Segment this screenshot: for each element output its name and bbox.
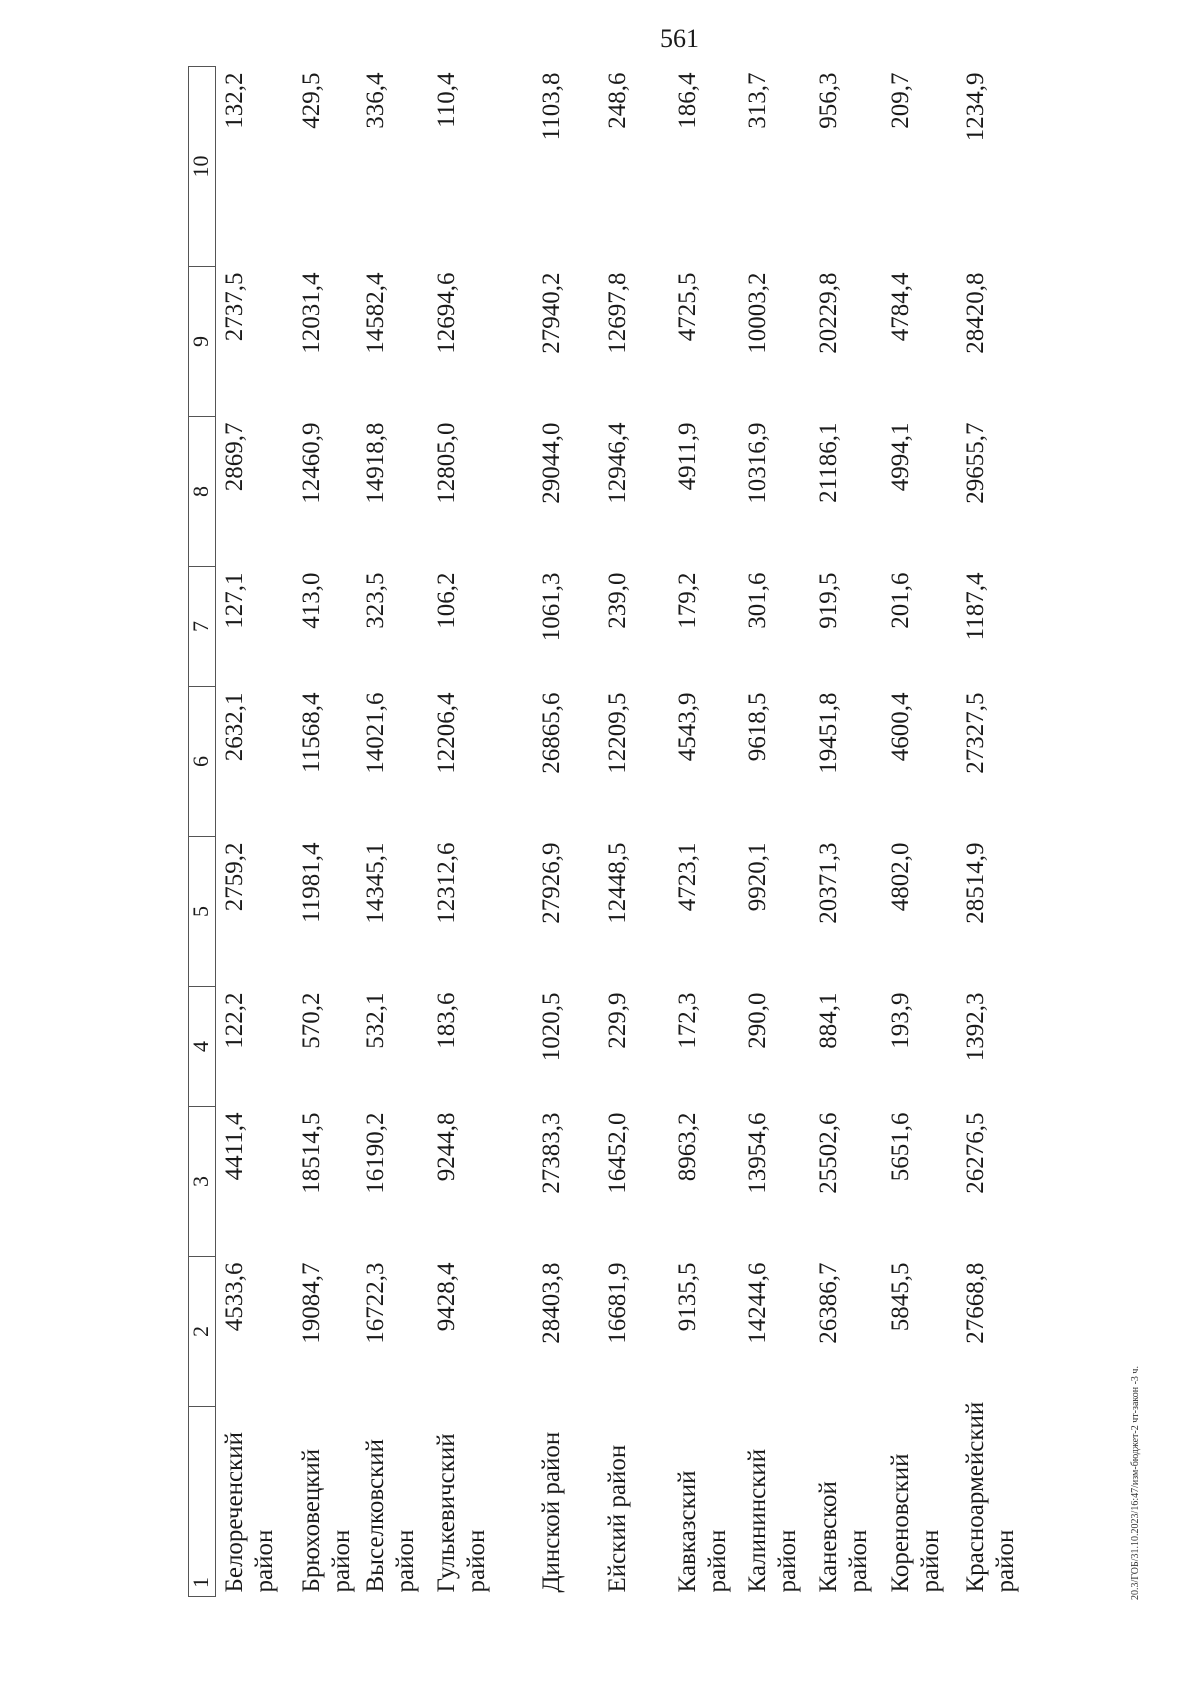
value-cell: 14918,8 bbox=[362, 422, 389, 504]
value-cell: 28403,8 bbox=[538, 1262, 565, 1344]
value-cell: 9244,8 bbox=[433, 1112, 460, 1182]
table-row bbox=[957, 67, 1041, 1597]
district-name-cell: Кореновский район bbox=[887, 1453, 944, 1593]
header-cell: 6 bbox=[189, 687, 216, 837]
value-cell: 11981,4 bbox=[298, 842, 325, 923]
value-cell: 1103,8 bbox=[538, 72, 565, 141]
value-cell: 16452,0 bbox=[604, 1112, 631, 1194]
district-name-cell: Красноармейский район bbox=[962, 1401, 1019, 1593]
value-cell: 323,5 bbox=[362, 572, 389, 629]
page-number: 561 bbox=[660, 24, 699, 53]
value-cell: 12031,4 bbox=[298, 272, 325, 354]
value-cell: 12448,5 bbox=[604, 842, 631, 924]
value-cell: 9135,5 bbox=[674, 1262, 701, 1332]
value-cell: 239,0 bbox=[604, 572, 631, 629]
value-cell: 4543,9 bbox=[674, 692, 701, 762]
value-cell: 5651,6 bbox=[887, 1112, 914, 1182]
value-cell: 201,6 bbox=[887, 572, 914, 629]
value-cell: 106,2 bbox=[433, 572, 460, 629]
value-cell: 209,7 bbox=[887, 72, 914, 129]
value-cell: 12206,4 bbox=[433, 692, 460, 774]
value-cell: 429,5 bbox=[298, 72, 325, 129]
value-cell: 26386,7 bbox=[815, 1262, 842, 1344]
value-cell: 4725,5 bbox=[674, 272, 701, 342]
value-cell: 532,1 bbox=[362, 992, 389, 1049]
value-cell: 1187,4 bbox=[962, 572, 989, 641]
value-cell: 248,6 bbox=[604, 72, 631, 129]
header-cell: 3 bbox=[189, 1107, 216, 1257]
header-cell: 5 bbox=[189, 837, 216, 987]
value-cell: 301,6 bbox=[744, 572, 771, 629]
table-row bbox=[743, 67, 814, 1597]
value-cell: 16722,3 bbox=[362, 1262, 389, 1344]
value-cell: 10003,2 bbox=[744, 272, 771, 354]
district-name-cell: Брюховецкий район bbox=[298, 1448, 355, 1593]
table-row bbox=[814, 67, 886, 1597]
budget-table bbox=[188, 66, 1041, 1597]
value-cell: 14582,4 bbox=[362, 272, 389, 354]
table-row bbox=[603, 67, 673, 1597]
table-row bbox=[361, 67, 428, 1597]
header-cell: 4 bbox=[189, 987, 216, 1107]
district-name-cell: Кавказский район bbox=[674, 1470, 731, 1593]
value-cell: 956,3 bbox=[815, 72, 842, 129]
district-name-cell: Динской район bbox=[538, 1431, 565, 1593]
value-cell: 16681,9 bbox=[604, 1262, 631, 1344]
value-cell: 172,3 bbox=[674, 992, 701, 1049]
value-cell: 25502,6 bbox=[815, 1112, 842, 1194]
value-cell: 4723,1 bbox=[674, 842, 701, 912]
value-cell: 4911,9 bbox=[674, 422, 701, 491]
value-cell: 9618,5 bbox=[744, 692, 771, 762]
district-name-cell: Белореченский район bbox=[221, 1432, 278, 1593]
header-cell: 7 bbox=[189, 567, 216, 687]
value-cell: 27383,3 bbox=[538, 1112, 565, 1194]
value-cell: 2759,2 bbox=[221, 842, 248, 912]
value-cell: 229,9 bbox=[604, 992, 631, 1049]
value-cell: 336,4 bbox=[362, 72, 389, 129]
value-cell: 4600,4 bbox=[887, 692, 914, 762]
value-cell: 179,2 bbox=[674, 572, 701, 629]
value-cell: 4994,1 bbox=[887, 422, 914, 492]
value-cell: 9428,4 bbox=[433, 1262, 460, 1332]
value-cell: 28420,8 bbox=[962, 272, 989, 354]
value-cell: 14345,1 bbox=[362, 842, 389, 924]
header-row bbox=[189, 67, 216, 1597]
value-cell: 19451,8 bbox=[815, 692, 842, 774]
value-cell: 14244,6 bbox=[744, 1262, 771, 1344]
table-row bbox=[216, 67, 298, 1597]
district-name-cell: Выселковский район bbox=[362, 1439, 419, 1593]
value-cell: 2737,5 bbox=[221, 272, 248, 342]
value-cell: 1392,3 bbox=[962, 992, 989, 1062]
value-cell: 132,2 bbox=[221, 72, 248, 129]
header-cell: 10 bbox=[189, 67, 216, 267]
value-cell: 27327,5 bbox=[962, 692, 989, 774]
value-cell: 20229,8 bbox=[815, 272, 842, 354]
value-cell: 26865,6 bbox=[538, 692, 565, 774]
value-cell: 21186,1 bbox=[815, 422, 842, 503]
value-cell: 29044,0 bbox=[538, 422, 565, 504]
value-cell: 28514,9 bbox=[962, 842, 989, 924]
value-cell: 19084,7 bbox=[298, 1262, 325, 1344]
value-cell: 1061,3 bbox=[538, 572, 565, 642]
value-cell: 110,4 bbox=[433, 72, 460, 128]
value-cell: 4802,0 bbox=[887, 842, 914, 912]
table-row bbox=[537, 67, 603, 1597]
value-cell: 12694,6 bbox=[433, 272, 460, 354]
value-cell: 12805,0 bbox=[433, 422, 460, 504]
value-cell: 18514,5 bbox=[298, 1112, 325, 1194]
table-row bbox=[673, 67, 743, 1597]
value-cell: 884,1 bbox=[815, 992, 842, 1049]
value-cell: 127,1 bbox=[221, 572, 248, 629]
table-row bbox=[886, 67, 957, 1597]
value-cell: 186,4 bbox=[674, 72, 701, 129]
rotated-table-container bbox=[188, 67, 1148, 1597]
value-cell: 122,2 bbox=[221, 992, 248, 1049]
value-cell: 11568,4 bbox=[298, 692, 325, 773]
value-cell: 413,0 bbox=[298, 572, 325, 629]
value-cell: 12460,9 bbox=[298, 422, 325, 504]
value-cell: 4784,4 bbox=[887, 272, 914, 342]
value-cell: 1234,9 bbox=[962, 72, 989, 142]
table-row bbox=[297, 67, 361, 1597]
value-cell: 9920,1 bbox=[744, 842, 771, 912]
district-name-cell: Каневской район bbox=[815, 1481, 872, 1593]
value-cell: 27940,2 bbox=[538, 272, 565, 354]
value-cell: 12209,5 bbox=[604, 692, 631, 774]
value-cell: 29655,7 bbox=[962, 422, 989, 504]
header-cell: 1 bbox=[189, 1407, 216, 1597]
value-cell: 20371,3 bbox=[815, 842, 842, 924]
district-name-cell: Ейский район bbox=[604, 1444, 631, 1593]
value-cell: 13954,6 bbox=[744, 1112, 771, 1194]
value-cell: 8963,2 bbox=[674, 1112, 701, 1182]
value-cell: 183,6 bbox=[433, 992, 460, 1049]
value-cell: 12312,6 bbox=[433, 842, 460, 924]
value-cell: 26276,5 bbox=[962, 1112, 989, 1194]
value-cell: 4411,4 bbox=[221, 1112, 248, 1181]
value-cell: 5845,5 bbox=[887, 1262, 914, 1332]
value-cell: 570,2 bbox=[298, 992, 325, 1049]
table-body bbox=[189, 67, 1042, 1597]
value-cell: 27926,9 bbox=[538, 842, 565, 924]
header-cell: 9 bbox=[189, 267, 216, 417]
value-cell: 290,0 bbox=[744, 992, 771, 1049]
value-cell: 2632,1 bbox=[221, 692, 248, 762]
value-cell: 313,7 bbox=[744, 72, 771, 129]
district-name-cell: Гулькевичский район bbox=[433, 1433, 490, 1593]
district-name-cell: Калининский район bbox=[744, 1448, 801, 1593]
value-cell: 4533,6 bbox=[221, 1262, 248, 1332]
value-cell: 919,5 bbox=[815, 572, 842, 629]
value-cell: 2869,7 bbox=[221, 422, 248, 492]
value-cell: 27668,8 bbox=[962, 1262, 989, 1344]
header-cell: 2 bbox=[189, 1257, 216, 1407]
value-cell: 14021,6 bbox=[362, 692, 389, 774]
table-row bbox=[428, 67, 537, 1597]
value-cell: 10316,9 bbox=[744, 422, 771, 504]
value-cell: 12697,8 bbox=[604, 272, 631, 354]
header-cell: 8 bbox=[189, 417, 216, 567]
value-cell: 1020,5 bbox=[538, 992, 565, 1062]
value-cell: 12946,4 bbox=[604, 422, 631, 504]
value-cell: 16190,2 bbox=[362, 1112, 389, 1194]
value-cell: 193,9 bbox=[887, 992, 914, 1049]
footer-document-code: 20.3/ГОБ/31.10.2023/16:47/изм-бюджет-2 чт-закон -3 ч. bbox=[1130, 1366, 1141, 1600]
